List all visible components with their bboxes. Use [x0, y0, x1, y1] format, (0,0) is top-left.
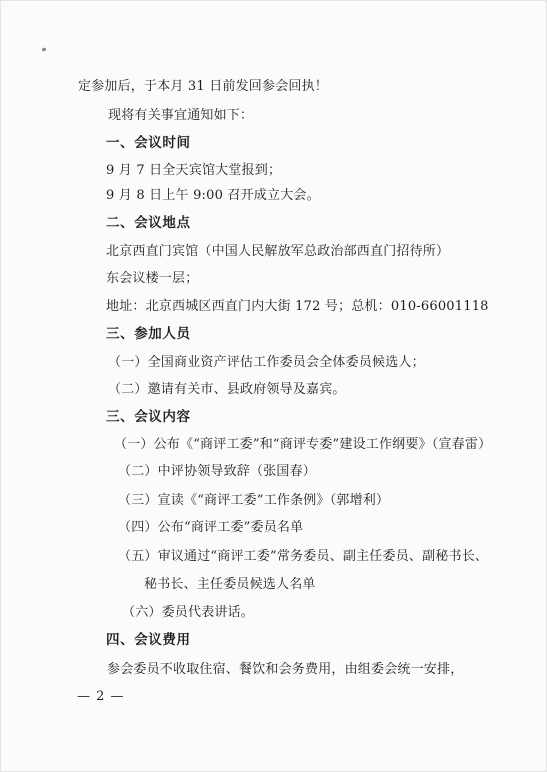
intro-continuation: 定参加后，于本月 31 日前发回参会回执！ [78, 79, 329, 94]
section-heading-meeting-fees: 四、会议费用 [106, 632, 191, 648]
notice-intro: 现将有关事宜通知如下： [108, 108, 254, 123]
section-heading-meeting-time: 一、会议时间 [106, 135, 191, 151]
scan-speck [42, 47, 47, 51]
section-line: 9 月 8 日上午 9:00 召开成立大会。 [106, 188, 320, 203]
section-line: （四）公布“商评工委”委员名单 [118, 520, 304, 535]
section-heading-participants: 三、参加人员 [106, 326, 191, 342]
section-line: 北京西直门宾馆（中国人民解放军总政治部西直门招待所） [106, 244, 450, 259]
section-line: 9 月 7 日全天宾馆大堂报到； [106, 163, 282, 178]
section-line: （五）审议通过“商评工委”常务委员、副主任委员、副秘书长、 [118, 549, 489, 564]
section-line: 地址：北京西城区西直门内大街 172 号；总机：010-66001118 [106, 299, 489, 314]
section-line: （六）委员代表讲话。 [122, 605, 255, 620]
section-line: （二）中评协领导致辞（张国春） [118, 464, 317, 479]
section-heading-meeting-place: 二、会议地点 [106, 215, 191, 231]
section-line: 东会议楼一层； [106, 271, 199, 286]
section-line: 秘书长、主任委员候选人名单 [144, 577, 316, 592]
section-heading-meeting-content: 三、会议内容 [106, 409, 191, 425]
section-line: （一）公布《“商评工委”和“商评专委”建设工作纲要》（宣春雷） [114, 437, 492, 452]
page-number: — 2 — [77, 689, 125, 704]
section-line: （三）宣读《“商评工委”工作条例》（郭增利） [118, 493, 390, 508]
section-line: （二）邀请有关市、县政府领导及嘉宾。 [108, 382, 346, 397]
section-line: （一）全国商业资产评估工作委员会全体委员候选人； [108, 355, 425, 370]
section-line: 参会委员不收取住宿、餐饮和会务费用，由组委会统一安排， [107, 662, 464, 677]
